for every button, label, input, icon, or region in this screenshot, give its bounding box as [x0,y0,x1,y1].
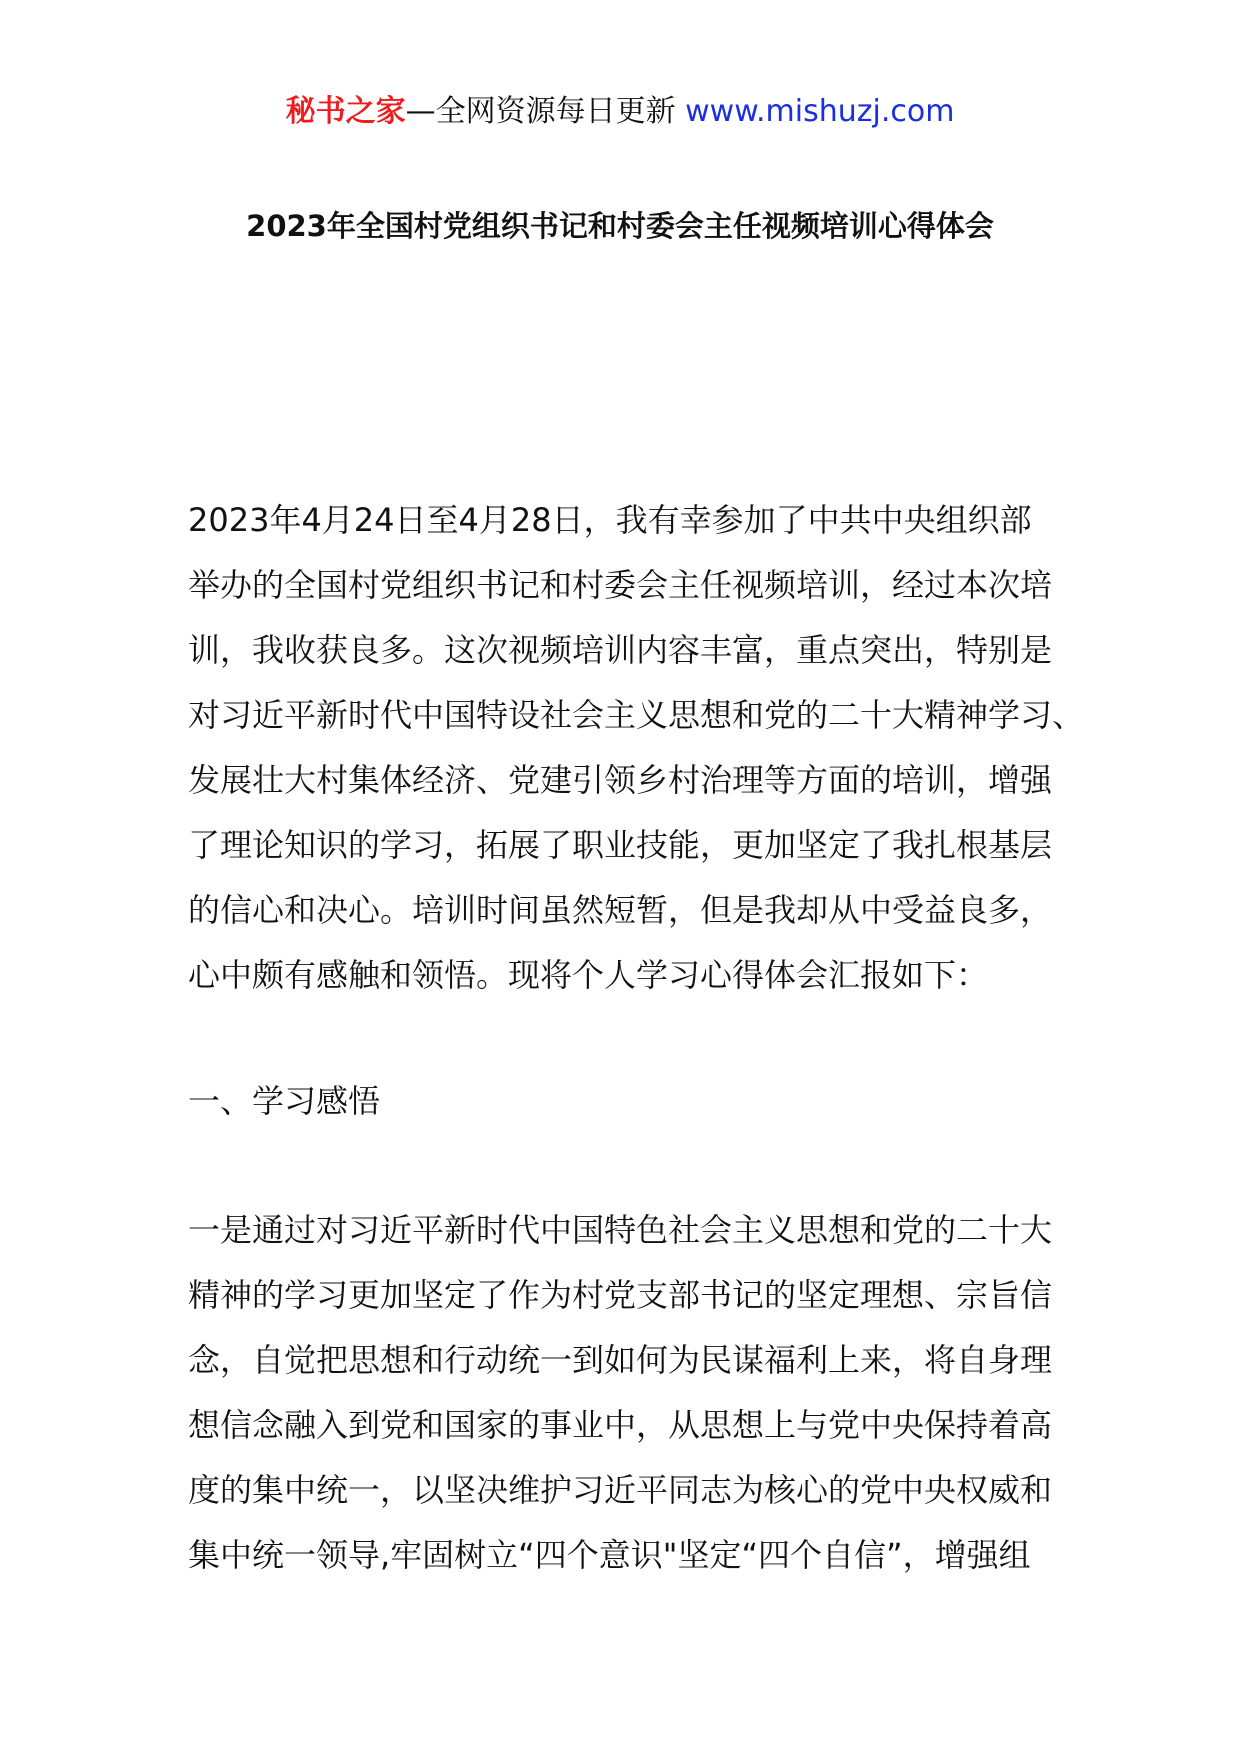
header-tagline: —全网资源每日更新 [405,94,676,129]
document-title: 2023年全国村党组织书记和村委会主任视频培训心得体会 [246,209,994,243]
brand-name: 秘书之家 [285,94,406,129]
paragraph-line: 集中统一领导,牢固树立“四个意识"坚定“四个自信”，增强组 [188,1536,1031,1574]
paragraph-line: 一是通过对习近平新时代中国特色社会主义思想和党的二十大 [188,1211,1053,1249]
paragraph-line: 举办的全国村党组织书记和村委会主任视频培训，经过本次培 [188,566,1053,604]
paragraph-line: 想信念融入到党和国家的事业中，从思想上与党中央保持着高 [188,1406,1053,1444]
paragraph-line: 精神的学习更加坚定了作为村党支部书记的坚定理想、宗旨信 [188,1276,1053,1314]
paragraph-line: 念，自觉把思想和行动统一到如何为民谋福利上来，将自身理 [188,1341,1053,1379]
section-heading [188,1069,1058,1134]
intro-paragraph [188,488,1085,1008]
paragraph-line: 对习近平新时代中国特设社会主义思想和党的二十大精神学习、 [188,696,1085,734]
paragraph-line: 发展壮大村集体经济、党建引领乡村治理等方面的培训，增强 [188,761,1053,799]
paragraph-line: 了理论知识的学习，拓展了职业技能，更加坚定了我扎根基层 [188,826,1053,864]
section-heading-text: 一、学习感悟 [188,1082,381,1120]
paragraph-line: 的信心和决心。培训时间虽然短暂，但是我却从中受益良多， [188,891,1053,929]
paragraph-line: 心中颇有感触和领悟。现将个人学习心得体会汇报如下： [188,956,989,994]
body-paragraph [188,1198,1058,1588]
paragraph-line: 度的集中统一，以坚决维护习近平同志为核心的党中央权威和 [188,1471,1053,1509]
paragraph-line: 训，我收获良多。这次视频培训内容丰富，重点突出，特别是 [188,631,1053,669]
paragraph-line: 2023年4月24日至4月28日，我有幸参加了中共中央组织部 [188,501,1032,539]
website-link[interactable]: www.mishuzj.com [685,94,955,129]
site-header [0,92,1240,132]
